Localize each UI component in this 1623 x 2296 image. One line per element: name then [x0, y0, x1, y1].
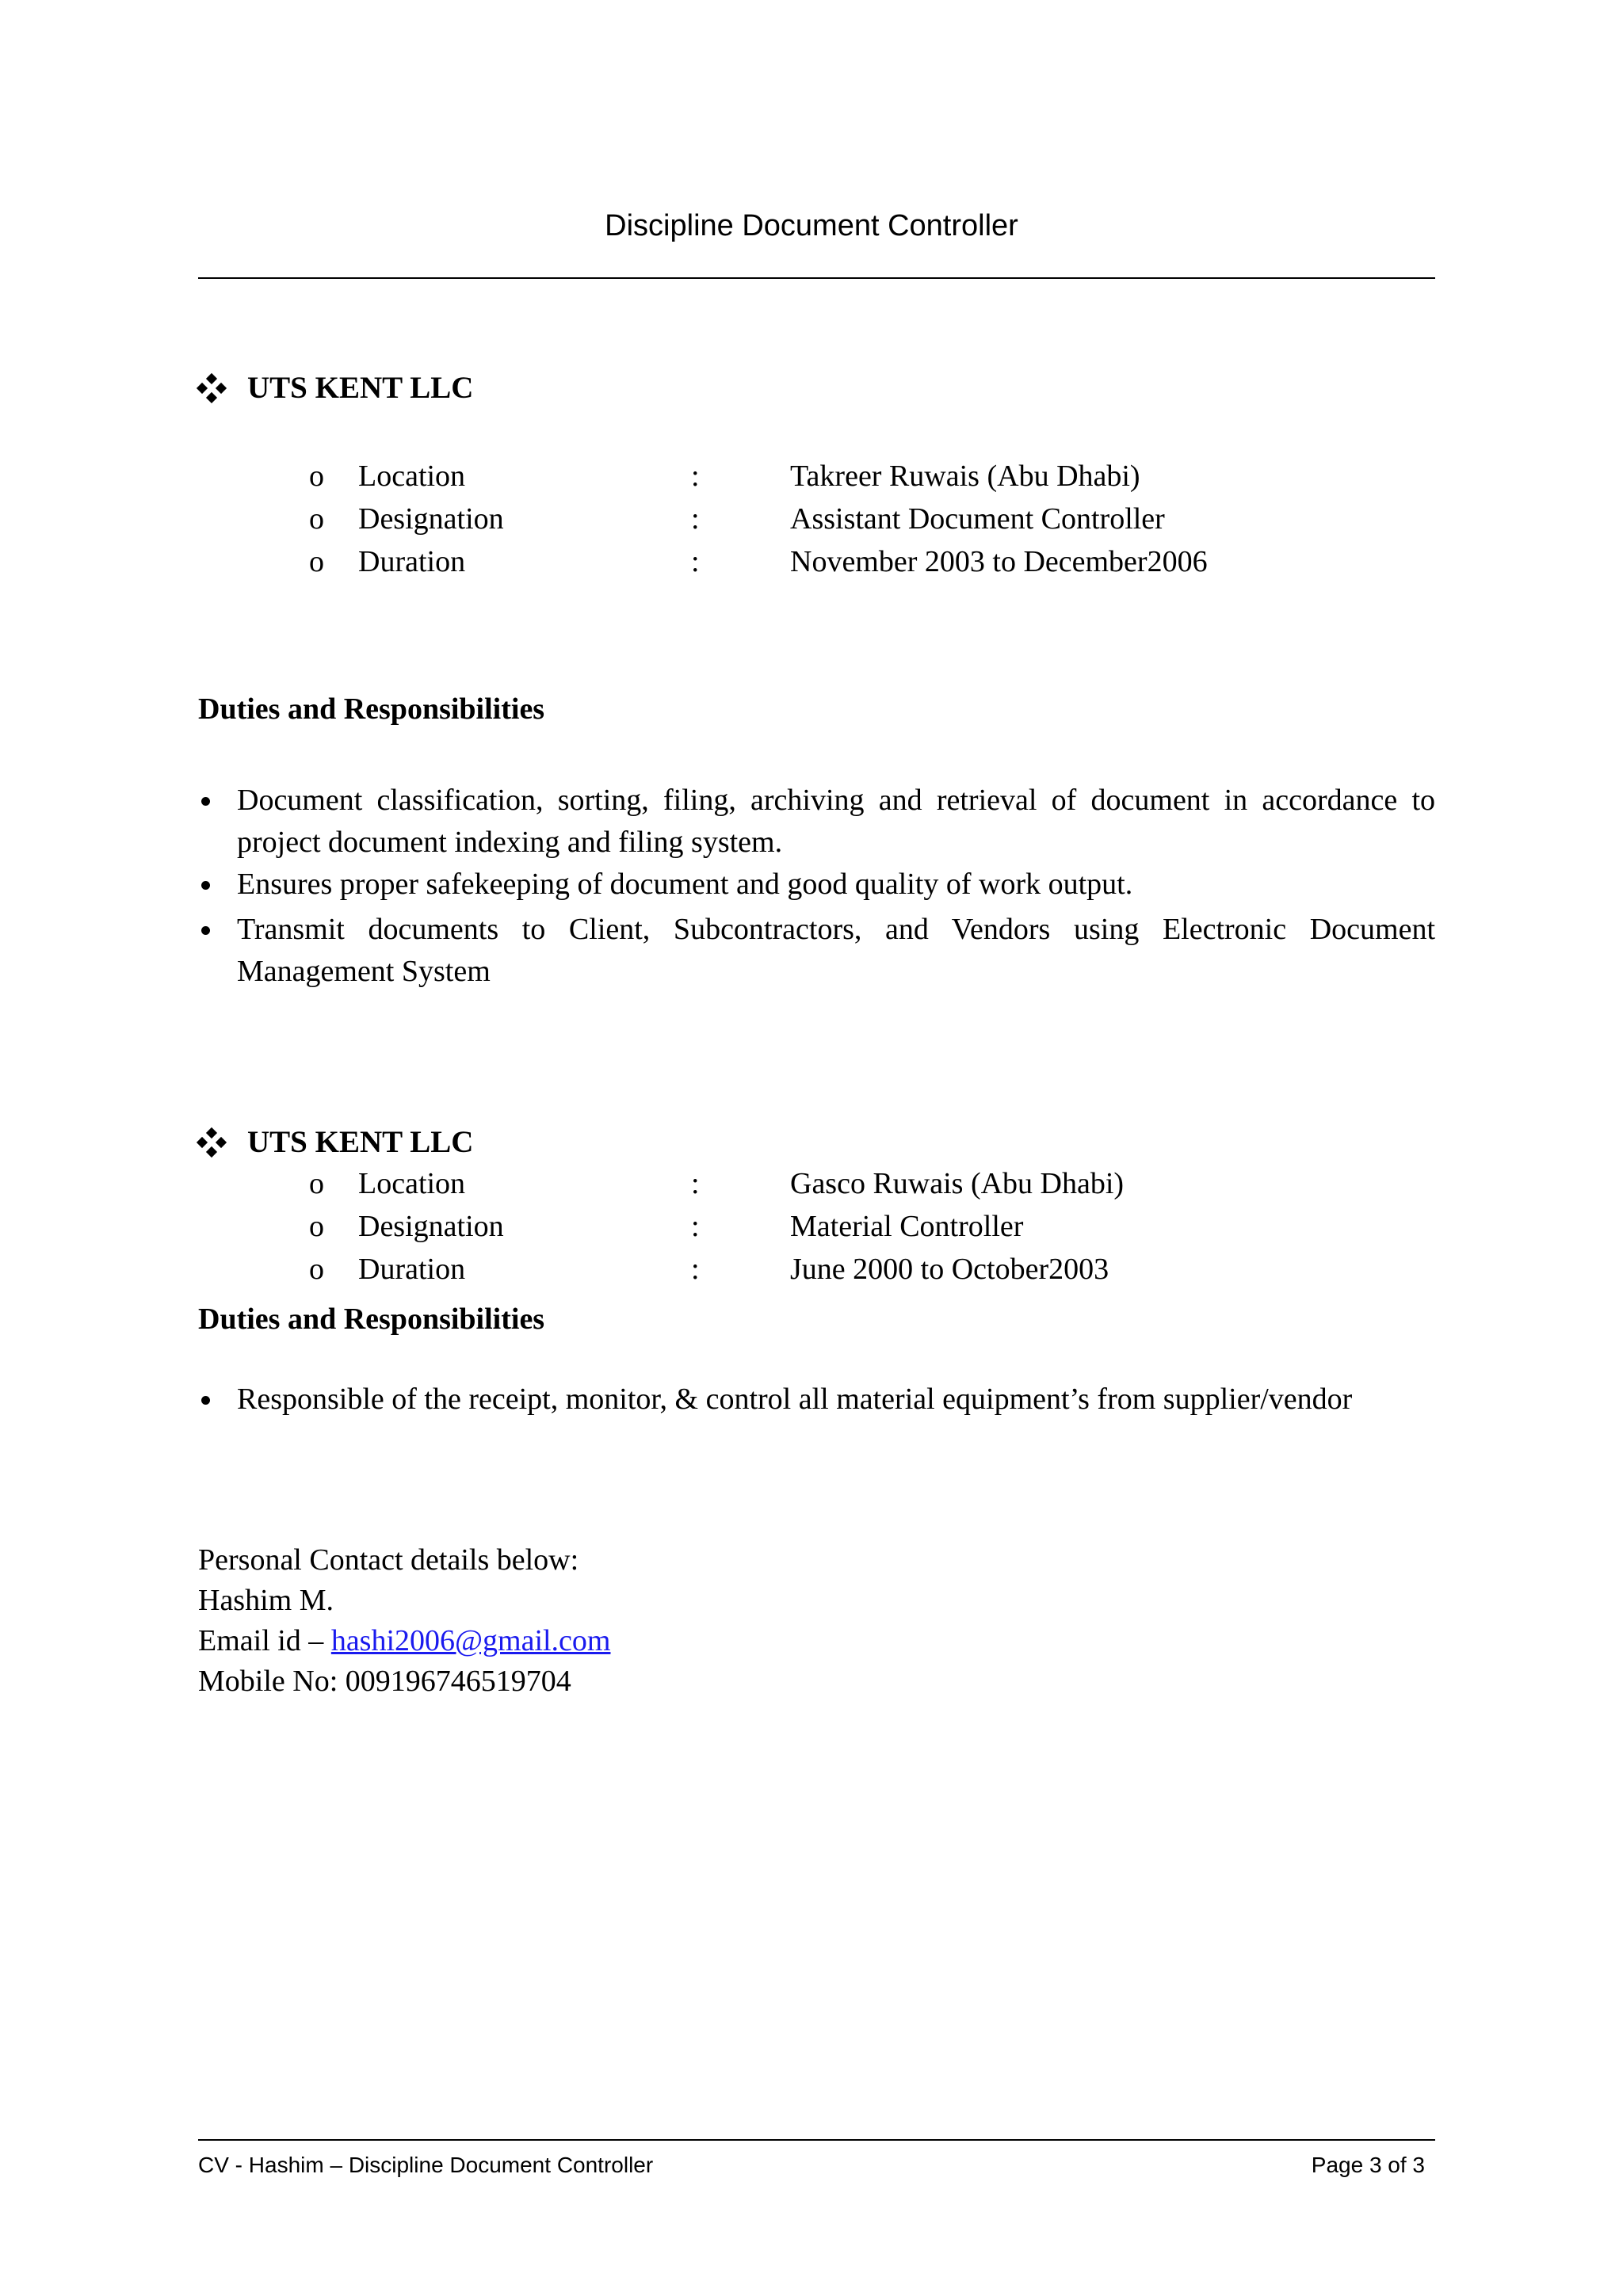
circle-bullet: o [309, 1253, 324, 1286]
email-label: Email id – [198, 1624, 331, 1657]
job-2-duration-row [198, 1250, 1435, 1288]
email-link[interactable]: hashi2006@gmail.com [330, 1624, 611, 1657]
duties-heading-2: Duties and Responsibilities [198, 1302, 545, 1336]
company-heading-1 [198, 369, 473, 407]
duty-text: Document classification, sorting, filing, archiving and retrieval of document in accordance to project document indexing and filing system. [237, 784, 1435, 859]
duty-item [198, 1379, 1435, 1421]
company-name: UTS KENT LLC [247, 371, 474, 405]
field-colon: : [691, 1167, 700, 1200]
bullet-dot-icon [201, 797, 210, 806]
duty-item [198, 909, 1435, 993]
field-label: Designation [358, 502, 504, 536]
field-colon: : [691, 460, 700, 493]
field-value: Gasco Ruwais (Abu Dhabi) [790, 1167, 1125, 1200]
bullet-dot-icon [201, 1396, 210, 1405]
field-label: Location [358, 1167, 466, 1200]
circle-bullet: o [309, 460, 324, 493]
job-2-location-row [198, 1165, 1435, 1203]
field-value: Assistant Document Controller [790, 502, 1165, 536]
contact-name: Hashim M. [198, 1584, 334, 1617]
field-label: Duration [358, 545, 466, 578]
footer-page-number: Page 3 of 3 [1311, 2153, 1425, 2177]
field-colon: : [691, 545, 700, 578]
job-1-duration-row [198, 543, 1435, 581]
contact-mobile: Mobile No: 009196746519704 [198, 1665, 571, 1698]
circle-bullet: o [309, 1167, 324, 1200]
duty-item [198, 864, 1435, 906]
field-colon: : [691, 502, 700, 536]
company-name: UTS KENT LLC [247, 1125, 474, 1159]
duty-text: Ensures proper safekeeping of document and good quality of work output. [237, 868, 1133, 901]
duty-item [198, 780, 1435, 864]
page-header-title: Discipline Document Controller [605, 209, 1018, 242]
footer-rule [198, 2139, 1435, 2141]
bullet-dot-icon [201, 881, 210, 890]
field-colon: : [691, 1210, 700, 1243]
job-1-designation-row [198, 500, 1435, 538]
field-label: Location [358, 460, 466, 493]
duty-text: Transmit documents to Client, Subcontractors, and Vendors using Electronic Document Management System [237, 913, 1435, 988]
company-heading-2 [198, 1123, 473, 1161]
field-value: Takreer Ruwais (Abu Dhabi) [790, 460, 1140, 493]
diamond-bullet-icon [198, 375, 225, 402]
diamond-bullet-icon [198, 1129, 225, 1156]
field-value: Material Controller [790, 1210, 1024, 1243]
job-2-designation-row [198, 1207, 1435, 1245]
field-label: Designation [358, 1210, 504, 1243]
field-value: June 2000 to October2003 [790, 1253, 1109, 1286]
field-colon: : [691, 1253, 700, 1286]
job-1-location-row [198, 457, 1435, 495]
duty-text: Responsible of the receipt, monitor, & control all material equipment’s from supplier/vendor [237, 1383, 1353, 1416]
bullet-dot-icon [201, 926, 210, 935]
duties-heading-1: Duties and Responsibilities [198, 692, 545, 726]
circle-bullet: o [309, 545, 324, 578]
field-value: November 2003 to December2006 [790, 545, 1208, 578]
circle-bullet: o [309, 502, 324, 536]
contact-intro: Personal Contact details below: [198, 1543, 579, 1577]
circle-bullet: o [309, 1210, 324, 1243]
field-label: Duration [358, 1253, 466, 1286]
contact-email-line [198, 1621, 610, 1661]
header-rule [198, 277, 1435, 279]
footer-left-text: CV - Hashim – Discipline Document Controller [198, 2153, 654, 2177]
